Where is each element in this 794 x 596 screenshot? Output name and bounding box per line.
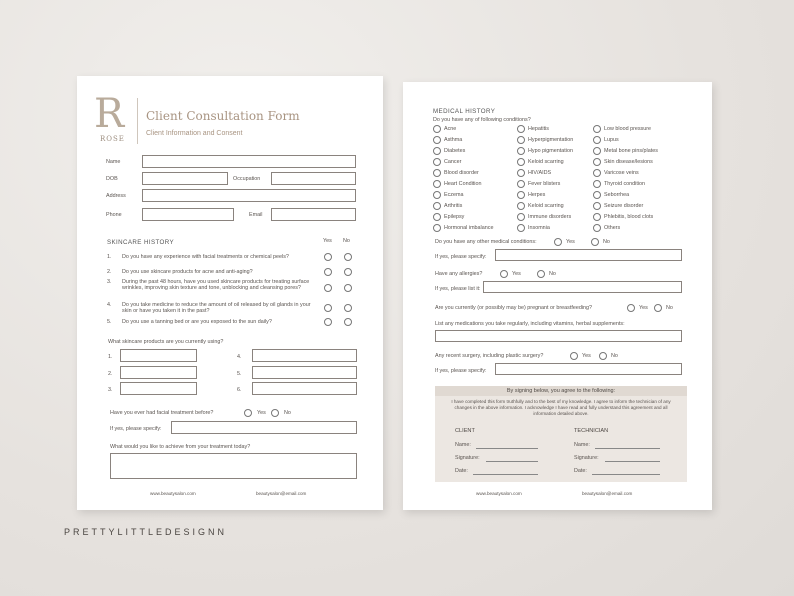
facial-no-label: No bbox=[284, 410, 291, 416]
other-conditions-question: Do you have any other medical conditions: bbox=[435, 239, 537, 245]
product-field-6[interactable] bbox=[252, 382, 357, 395]
q5-no-radio[interactable] bbox=[344, 318, 352, 326]
skincare-history-title: SKINCARE HISTORY bbox=[107, 239, 175, 246]
conditions-question: Do you have any of following conditions? bbox=[433, 117, 531, 123]
product-num-4: 4. bbox=[237, 354, 242, 360]
surgery-question: Any recent surgery, including plastic surgery? bbox=[435, 353, 544, 359]
allergies-no-label: No bbox=[549, 271, 556, 277]
logo-word: ROSE bbox=[100, 135, 125, 143]
medications-question: List any medications you take regularly, including vitamins, herbal supplements: bbox=[435, 321, 625, 327]
address-field[interactable] bbox=[142, 189, 356, 202]
pregnant-no-label: No bbox=[666, 305, 673, 311]
other-conditions-no-label: No bbox=[603, 239, 610, 245]
consent-text: I have completed this form truthfully and to the best of my knowledge. I agree to inform the technician of any changes in the above information. I acknowledge I have read and fully understand this agreement and all information detailed above. bbox=[451, 399, 671, 416]
medications-field[interactable] bbox=[435, 330, 682, 342]
facial-yes-radio[interactable] bbox=[244, 409, 252, 417]
q1-text: Do you have any experience with facial treatments or chemical peels? bbox=[122, 254, 289, 260]
technician-name-line[interactable] bbox=[595, 448, 660, 449]
allergies-list-label: If yes, please list it: bbox=[435, 286, 481, 292]
surgery-no-radio[interactable] bbox=[599, 352, 607, 360]
technician-date-line[interactable] bbox=[592, 474, 660, 475]
occupation-field[interactable] bbox=[271, 172, 356, 185]
technician-date-label: Date: bbox=[574, 468, 587, 474]
form-subtitle: Client Information and Consent bbox=[146, 130, 243, 137]
q2-text: Do you use skincare products for acne and anti-aging? bbox=[122, 269, 253, 275]
q2-no-radio[interactable] bbox=[344, 268, 352, 276]
q3-no-radio[interactable] bbox=[344, 284, 352, 292]
name-label: Name bbox=[106, 159, 121, 165]
designer-watermark: PRETTYLITTLEDESIGNN bbox=[64, 527, 228, 537]
dob-label: DOB bbox=[106, 176, 118, 182]
q3-text: During the past 48 hours, have you used skincare products for treating surface wrinkles, improving skin texture and tone, unblocking and cleansing pores? bbox=[122, 279, 310, 292]
footer-email: beautysalon@email.com bbox=[256, 491, 307, 496]
product-num-2: 2. bbox=[108, 371, 113, 377]
q3-num: 3. bbox=[107, 279, 112, 285]
consent-heading: By signing below, you agree to the following: bbox=[506, 388, 616, 394]
occupation-label: Occupation bbox=[233, 176, 261, 182]
product-num-1: 1. bbox=[108, 354, 113, 360]
product-field-1[interactable] bbox=[120, 349, 197, 362]
yes-header: Yes bbox=[323, 238, 332, 244]
logo-letter: R bbox=[94, 91, 125, 137]
allergies-question: Have any allergies? bbox=[435, 271, 483, 277]
allergies-no-radio[interactable] bbox=[537, 270, 545, 278]
q5-text: Do you use a tanning bed or are you exposed to the sun daily? bbox=[122, 319, 272, 325]
other-conditions-yes-radio[interactable] bbox=[554, 238, 562, 246]
q2-yes-radio[interactable] bbox=[324, 268, 332, 276]
consent-heading-bar bbox=[435, 386, 687, 396]
facial-yes-label: Yes bbox=[257, 410, 266, 416]
other-conditions-yes-label: Yes bbox=[566, 239, 575, 245]
technician-heading: TECHNICIAN bbox=[574, 428, 609, 434]
achieve-question: What would you like to achieve from your treatment today? bbox=[110, 444, 251, 450]
technician-name-label: Name: bbox=[574, 442, 590, 448]
client-name-label: Name: bbox=[455, 442, 471, 448]
product-field-5[interactable] bbox=[252, 366, 357, 379]
technician-signature-line[interactable] bbox=[605, 461, 660, 462]
product-num-5: 5. bbox=[237, 371, 242, 377]
q4-text: Do you take medicine to reduce the amount of oil released by oil glands in your skin or have you taken it in the past? bbox=[122, 302, 311, 315]
q2-num: 2. bbox=[107, 269, 112, 275]
facial-no-radio[interactable] bbox=[271, 409, 279, 417]
surgery-specify-label: If yes, please specify: bbox=[435, 368, 487, 374]
address-label: Address bbox=[106, 193, 126, 199]
q4-yes-radio[interactable] bbox=[324, 304, 332, 312]
footer-email: beautysalon@email.com bbox=[582, 491, 633, 496]
logo-divider bbox=[137, 98, 138, 144]
pregnant-question: Are you currently (or possibly may be) pregnant or breastfeeding? bbox=[435, 305, 593, 311]
q3-yes-radio[interactable] bbox=[324, 284, 332, 292]
product-field-2[interactable] bbox=[120, 366, 197, 379]
achieve-field[interactable] bbox=[110, 453, 357, 479]
dob-field[interactable] bbox=[142, 172, 228, 185]
surgery-specify-field[interactable] bbox=[495, 363, 682, 375]
client-heading: CLIENT bbox=[455, 428, 475, 434]
allergies-yes-radio[interactable] bbox=[500, 270, 508, 278]
no-header: No bbox=[343, 238, 350, 244]
products-question: What skincare products are you currently using? bbox=[108, 339, 224, 345]
medical-history-title: MEDICAL HISTORY bbox=[433, 108, 496, 115]
q5-num: 5. bbox=[107, 319, 112, 325]
allergies-list-field[interactable] bbox=[483, 281, 682, 293]
q1-yes-radio[interactable] bbox=[324, 253, 332, 261]
consultation-form-page-2: MEDICAL HISTORY Do you have any of following conditions? Acne Asthma Diabetes Cancer Blood disorder Heart Condition Eczema Arthritis Epilepsy Hormonal imbalance Hepatitis Hyperpigmentation Hypo pigmentation Keloid scarring HIV/AIDS Fever blisters Herpes Keloid scarring Immune disorders Insomnia Low blood pressure Lupus Metal bone pins/plates Skin disease/lesions Varicose veins Thyroid condition Seborrhea Seizure disorder Phlebitis, blood clots Others Do you have any other medical conditions: Yes No If yes, please specify: Have any allergies? Yes No If yes, please list it: Are you currently (or possibly may be) pregnant or breastfeeding? Yes No List any medications you take regularly, including vitamins, herbal supplements: Any recent surgery, including plastic surgery? Yes No If yes, please specify: By signing below, you agree to the following: I have completed this form truthfully and to the best of my knowledge. I agree to inform the technician of any changes in the above information. I acknowledge I have read and fully understand this agreement and all information detailed above. CLIENT Name: Signature: Date: TECHNICIAN Name: Signature: Date: www.beautysalon.com beautysalon@email.com bbox=[403, 82, 712, 510]
allergies-yes-label: Yes bbox=[512, 271, 521, 277]
client-name-line[interactable] bbox=[476, 448, 538, 449]
client-signature-label: Signature: bbox=[455, 455, 480, 461]
client-date-line[interactable] bbox=[473, 474, 538, 475]
technician-signature-label: Signature: bbox=[574, 455, 599, 461]
phone-field[interactable] bbox=[142, 208, 234, 221]
consultation-form-page-1 bbox=[77, 76, 383, 510]
product-field-3[interactable] bbox=[120, 382, 197, 395]
q4-num: 4. bbox=[107, 302, 112, 308]
q1-no-radio[interactable] bbox=[344, 253, 352, 261]
pregnant-no-radio[interactable] bbox=[654, 304, 662, 312]
name-field[interactable] bbox=[142, 155, 356, 168]
surgery-no-label: No bbox=[611, 353, 618, 359]
phone-label: Phone bbox=[106, 212, 122, 218]
surgery-yes-label: Yes bbox=[582, 353, 591, 359]
email-label: Email bbox=[249, 212, 263, 218]
other-conditions-no-radio[interactable] bbox=[591, 238, 599, 246]
client-date-label: Date: bbox=[455, 468, 468, 474]
other-conditions-specify-field[interactable] bbox=[495, 249, 682, 261]
other-conditions-specify-label: If yes, please specify: bbox=[435, 254, 487, 260]
footer-website: www.beautysalon.com bbox=[150, 491, 196, 496]
product-num-3: 3. bbox=[108, 387, 113, 393]
email-field[interactable] bbox=[271, 208, 356, 221]
form-title: Client Consultation Form bbox=[146, 109, 300, 123]
product-field-4[interactable] bbox=[252, 349, 357, 362]
pregnant-yes-radio[interactable] bbox=[627, 304, 635, 312]
q4-no-radio[interactable] bbox=[344, 304, 352, 312]
surgery-yes-radio[interactable] bbox=[570, 352, 578, 360]
facial-specify-label: If yes, please specify: bbox=[110, 426, 162, 432]
client-signature-line[interactable] bbox=[486, 461, 538, 462]
consent-panel bbox=[435, 386, 687, 482]
q5-yes-radio[interactable] bbox=[324, 318, 332, 326]
facial-question: Have you ever had facial treatment before? bbox=[110, 410, 214, 416]
facial-specify-field[interactable] bbox=[171, 421, 357, 434]
q1-num: 1. bbox=[107, 254, 112, 260]
product-num-6: 6. bbox=[237, 387, 242, 393]
pregnant-yes-label: Yes bbox=[639, 305, 648, 311]
footer-website: www.beautysalon.com bbox=[476, 491, 522, 496]
